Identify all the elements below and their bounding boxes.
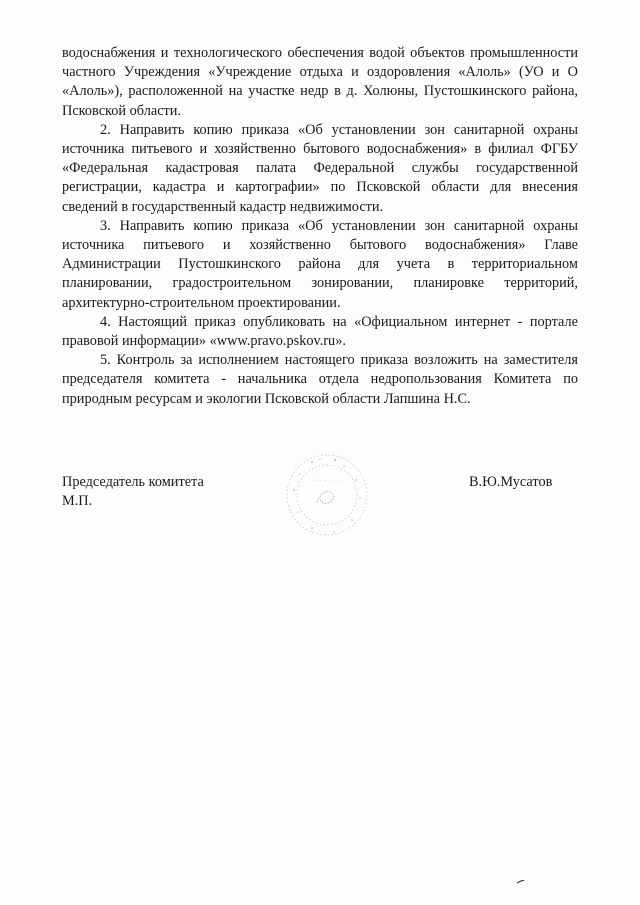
paragraph-item-3: 3. Направить копию приказа «Об установлении зон санитарной охраны источника питьевого и хозяйственно бытового водоснабжения» Главе Администрации Пустошкинского района для учета в территориальном планировании, градостроительном зонировании, планировке территорий, архитектурно-строительном проектировании.	[62, 217, 578, 311]
paragraph-continuation: водоснабжения и технологического обеспечения водой объектов промышленности частного Учреждения «Учреждение отдыха и оздоровления «Алоль» (УО и О «Алоль»), расположенной на участке недр в д. Холюны, Пустошкинского района, Псковской области.	[62, 45, 578, 119]
scan-speck-mark	[517, 880, 525, 884]
signatory-name: В.Ю.Мусатов	[469, 474, 553, 490]
paragraph-item-2: 2. Направить копию приказа «Об установлении зон санитарной охраны источника питьевого и хозяйственно бытового водоснабжения» в филиал ФГБУ «Федеральная кадастровая палата Федеральной службы государственной регистрации, кадастра и картографии» по Псковской области для внесения сведений в государственный кадастр недвижимости.	[62, 121, 578, 215]
signature-block	[62, 473, 578, 533]
signature-left	[62, 473, 204, 511]
stamp-place-label: М.П.	[62, 493, 93, 510]
paragraph-item-4: 4. Настоящий приказ опубликовать на «Официальном интернет - портале правовой информации» «www.pravo.pskov.ru».	[62, 313, 578, 350]
signatory-title: Председатель комитета	[62, 474, 204, 490]
paragraph-item-5: 5. Контроль за исполнением настоящего приказа возложить на заместителя председателя комитета - начальника отдела недропользования Комитета по природным ресурсам и экологии Псковской области Лапшина Н.С.	[62, 352, 578, 407]
document-body	[62, 44, 578, 409]
